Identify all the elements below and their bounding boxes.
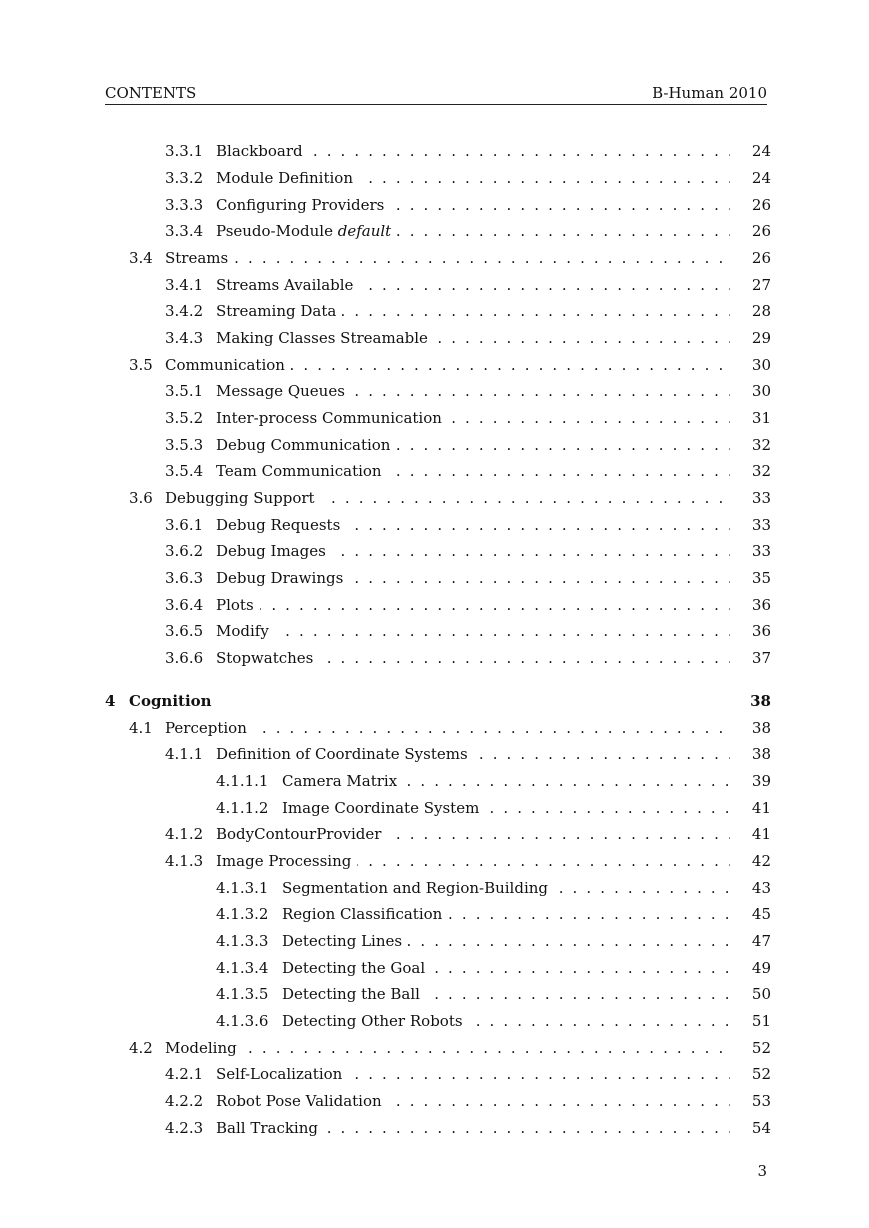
toc-page: 30: [730, 355, 771, 375]
toc-entry[interactable]: [0, 461, 869, 481]
toc-number: 4.2.1: [165, 1065, 204, 1083]
toc-title: Self-Localization . . .: [216, 1064, 732, 1084]
toc-page: 49: [730, 958, 771, 978]
toc-number: 3.4.2: [165, 302, 204, 320]
toc-entry[interactable]: [0, 515, 869, 535]
toc-page: 26: [730, 221, 771, 241]
toc-title: Detecting Other Robots . . .: [282, 1011, 732, 1031]
toc-number: 4.1.3.5: [216, 985, 269, 1003]
toc-number: 4.1.3.1: [216, 879, 269, 897]
toc-title: Segmentation and Region-Building . . .: [282, 878, 732, 898]
toc-entry[interactable]: [0, 541, 869, 561]
toc-entry[interactable]: [0, 621, 869, 641]
toc-entry[interactable]: [0, 141, 869, 161]
toc-title: Robot Pose Validation . . .: [216, 1091, 732, 1111]
toc-number: 3.4.3: [165, 329, 204, 347]
toc-title: Debug Requests . . .: [216, 515, 732, 535]
toc-page: 24: [730, 141, 771, 161]
header-right: B-Human 2010: [652, 84, 767, 102]
toc-title: Blackboard . . .: [216, 141, 732, 161]
toc-title-emphasis: default: [337, 222, 392, 240]
toc-entry[interactable]: [0, 1118, 869, 1138]
toc-number: 3.6.1: [165, 516, 204, 534]
toc-number: 3.5.2: [165, 409, 204, 427]
toc-chapter-entry[interactable]: [0, 691, 869, 711]
toc-title: Module Definition . . .: [216, 168, 732, 188]
toc-number: 4.2.2: [165, 1092, 204, 1110]
toc-entry[interactable]: [0, 328, 869, 348]
toc-entry[interactable]: [0, 408, 869, 428]
toc-entry[interactable]: [0, 984, 869, 1004]
toc-entry[interactable]: [0, 381, 869, 401]
toc-page: 36: [730, 621, 771, 641]
toc-title: Team Communication . . .: [216, 461, 732, 481]
toc-title: Image Coordinate System . . .: [282, 798, 732, 818]
toc-page: 30: [730, 381, 771, 401]
toc-number: 4.1.3.6: [216, 1012, 269, 1030]
toc-entry[interactable]: [0, 1091, 869, 1111]
toc-title: Message Queues . . .: [216, 381, 732, 401]
toc-page: 33: [730, 488, 771, 508]
toc-entry[interactable]: [0, 301, 869, 321]
toc-page: 29: [730, 328, 771, 348]
toc-entry[interactable]: [0, 168, 869, 188]
toc-entry[interactable]: [0, 958, 869, 978]
toc-title: Streams . . .: [165, 248, 732, 268]
toc-number: 3.3.1: [165, 142, 204, 160]
toc-entry[interactable]: [0, 798, 869, 818]
toc-title: Debugging Support . . .: [165, 488, 732, 508]
toc-page: 27: [730, 275, 771, 295]
toc-page: 35: [730, 568, 771, 588]
toc-number: 3.5.3: [165, 436, 204, 454]
toc-entry[interactable]: [0, 221, 869, 241]
toc-entry[interactable]: [0, 1064, 869, 1084]
toc-page: 31: [730, 408, 771, 428]
toc-entry[interactable]: [0, 1011, 869, 1031]
toc-title: Pseudo-Module default . . .: [216, 221, 732, 241]
toc-number: 3.6.3: [165, 569, 204, 587]
toc-title: Making Classes Streamable . . .: [216, 328, 732, 348]
toc-page: 45: [730, 904, 771, 924]
toc-number: 3.6.6: [165, 649, 204, 667]
toc-page: 26: [730, 195, 771, 215]
toc-number: 4.1.1.2: [216, 799, 269, 817]
toc-title: Ball Tracking . . .: [216, 1118, 732, 1138]
toc-page: 42: [730, 851, 771, 871]
toc-entry[interactable]: [0, 355, 869, 375]
toc-page: 41: [730, 798, 771, 818]
toc-number: 3.6.5: [165, 622, 204, 640]
toc-page: 47: [730, 931, 771, 951]
toc-page: 51: [730, 1011, 771, 1031]
toc-number: 4.1.3.2: [216, 905, 269, 923]
toc-entry[interactable]: [0, 488, 869, 508]
toc-page: 43: [730, 878, 771, 898]
toc-title: Camera Matrix . . .: [282, 771, 732, 791]
toc-title: BodyContourProvider . . .: [216, 824, 732, 844]
toc-entry[interactable]: [0, 595, 869, 615]
toc-title: Detecting the Goal . . .: [282, 958, 732, 978]
toc-page: 26: [730, 248, 771, 268]
toc-title: Configuring Providers . . .: [216, 195, 732, 215]
toc-page: 32: [730, 435, 771, 455]
toc-title: Modeling . . .: [165, 1038, 732, 1058]
toc-page: 52: [730, 1064, 771, 1084]
toc-number: 4.1: [129, 719, 153, 737]
toc-title: Perception . . .: [165, 718, 732, 738]
toc-number: 3.5: [129, 356, 153, 374]
toc-page: 38: [730, 744, 771, 764]
toc-entry[interactable]: [0, 275, 869, 295]
toc-number: 4.1.3: [165, 852, 204, 870]
toc-number: 3.6.2: [165, 542, 204, 560]
toc-page: 32: [730, 461, 771, 481]
toc-page: 52: [730, 1038, 771, 1058]
toc-page: 50: [730, 984, 771, 1004]
toc-title: Streams Available . . .: [216, 275, 732, 295]
toc-entry[interactable]: [0, 718, 869, 738]
toc-page: 53: [730, 1091, 771, 1111]
toc-number: 4: [105, 692, 116, 710]
toc-title: Detecting the Ball . . .: [282, 984, 732, 1004]
toc-page: 39: [730, 771, 771, 791]
toc-page: 41: [730, 824, 771, 844]
toc-page: 24: [730, 168, 771, 188]
toc-title: Debug Images . . .: [216, 541, 732, 561]
toc-number: 4.1.3.4: [216, 959, 269, 977]
toc-number: 3.5.4: [165, 462, 204, 480]
toc-title: Inter-process Communication . . .: [216, 408, 732, 428]
toc-title: Debug Communication . . .: [216, 435, 732, 455]
toc-page: 33: [730, 515, 771, 535]
toc-title: Image Processing . . .: [216, 851, 732, 871]
header-left: CONTENTS: [105, 84, 197, 102]
toc-number: 3.6: [129, 489, 153, 507]
toc-entry[interactable]: [0, 904, 869, 924]
toc-number: 3.4.1: [165, 276, 204, 294]
toc-entry[interactable]: [0, 248, 869, 268]
toc-entry[interactable]: [0, 1038, 869, 1058]
toc-number: 3.4: [129, 249, 153, 267]
toc-title: Plots . . .: [216, 595, 732, 615]
toc-title: Stopwatches . . .: [216, 648, 732, 668]
toc-entry[interactable]: [0, 851, 869, 871]
toc-number: 3.3.4: [165, 222, 204, 240]
toc-title: Region Classification . . .: [282, 904, 732, 924]
toc-number: 3.3.2: [165, 169, 204, 187]
toc-number: 3.5.1: [165, 382, 204, 400]
toc-entry[interactable]: [0, 824, 869, 844]
page-number: 3: [757, 1162, 767, 1180]
toc-title: Cognition: [129, 691, 729, 711]
toc-entry[interactable]: [0, 568, 869, 588]
toc-page: 54: [730, 1118, 771, 1138]
toc-page: 36: [730, 595, 771, 615]
toc-page: 38: [730, 691, 771, 711]
toc-number: 4.2.3: [165, 1119, 204, 1137]
toc-entry[interactable]: [0, 744, 869, 764]
toc-title: Debug Drawings . . .: [216, 568, 732, 588]
toc-number: 3.6.4: [165, 596, 204, 614]
toc-page: 37: [730, 648, 771, 668]
toc-number: 4.1.2: [165, 825, 204, 843]
toc-title: Definition of Coordinate Systems . . .: [216, 744, 732, 764]
toc-page: 33: [730, 541, 771, 561]
toc-entry[interactable]: [0, 878, 869, 898]
toc-page: 38: [730, 718, 771, 738]
toc-number: 4.2: [129, 1039, 153, 1057]
toc-title: Detecting Lines . . .: [282, 931, 732, 951]
toc-title: Modify . . .: [216, 621, 732, 641]
toc-title: Streaming Data . . .: [216, 301, 732, 321]
toc-number: 4.1.3.3: [216, 932, 269, 950]
toc-number: 4.1.1.1: [216, 772, 269, 790]
toc-title: Communication . . .: [165, 355, 732, 375]
toc-entry[interactable]: [0, 648, 869, 668]
toc-entry[interactable]: [0, 931, 869, 951]
toc-entry[interactable]: [0, 435, 869, 455]
toc-number: 3.3.3: [165, 196, 204, 214]
toc-number: 4.1.1: [165, 745, 204, 763]
toc-entry[interactable]: [0, 771, 869, 791]
toc-entry[interactable]: [0, 195, 869, 215]
toc-page: 28: [730, 301, 771, 321]
